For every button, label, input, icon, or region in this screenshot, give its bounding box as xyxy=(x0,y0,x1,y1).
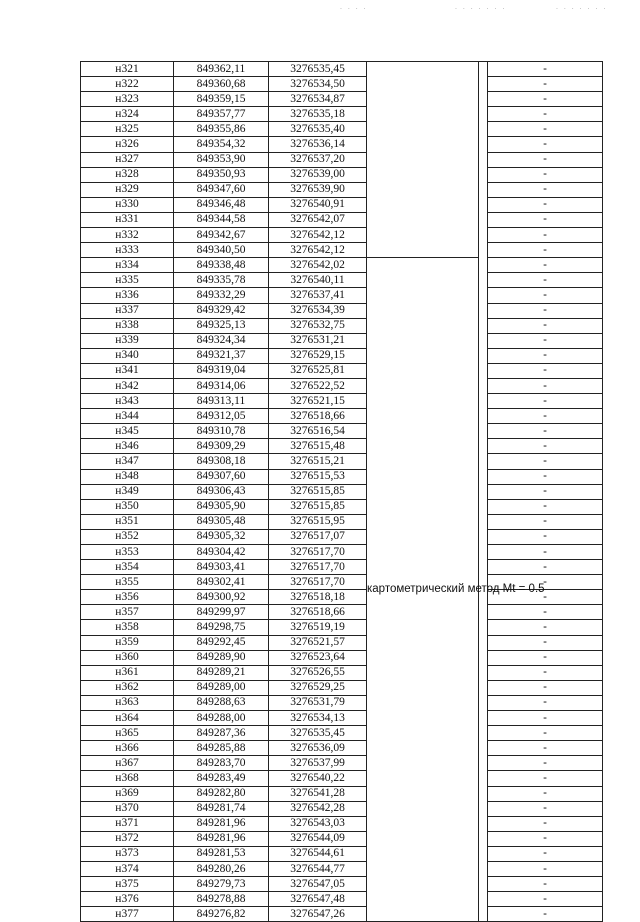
table-row xyxy=(81,318,603,333)
accuracy-cell: - xyxy=(488,545,603,560)
x-coordinate-cell: 849342,67 xyxy=(174,228,269,243)
y-coordinate-cell: 3276517,07 xyxy=(269,529,367,544)
y-coordinate-cell: 3276529,25 xyxy=(269,680,367,695)
y-coordinate-cell: 3276517,70 xyxy=(269,575,367,590)
accuracy-cell: - xyxy=(488,378,603,393)
accuracy-cell: - xyxy=(488,650,603,665)
x-coordinate-cell: 849305,90 xyxy=(174,499,269,514)
point-id-cell: н374 xyxy=(81,861,174,876)
point-id-cell: н334 xyxy=(81,258,174,273)
point-id-cell: н324 xyxy=(81,107,174,122)
scan-mark: . . . . . . . xyxy=(455,4,507,11)
y-coordinate-cell: 3276544,09 xyxy=(269,831,367,846)
point-id-cell: н355 xyxy=(81,575,174,590)
table-row xyxy=(81,545,603,560)
table-row xyxy=(81,786,603,801)
y-coordinate-cell: 3276521,15 xyxy=(269,394,367,409)
accuracy-cell: - xyxy=(488,560,603,575)
y-coordinate-cell: 3276522,52 xyxy=(269,378,367,393)
accuracy-cell: - xyxy=(488,499,603,514)
point-id-cell: н322 xyxy=(81,77,174,92)
table-row xyxy=(81,907,603,922)
y-coordinate-cell: 3276539,90 xyxy=(269,182,367,197)
accuracy-cell: - xyxy=(488,877,603,892)
x-coordinate-cell: 849319,04 xyxy=(174,363,269,378)
table-row xyxy=(81,439,603,454)
x-coordinate-cell: 849298,75 xyxy=(174,620,269,635)
table-row xyxy=(81,726,603,741)
x-coordinate-cell: 849338,48 xyxy=(174,258,269,273)
point-id-cell: н321 xyxy=(81,62,174,77)
accuracy-cell: - xyxy=(488,861,603,876)
y-coordinate-cell: 3276542,07 xyxy=(269,212,367,227)
x-coordinate-cell: 849300,92 xyxy=(174,590,269,605)
accuracy-cell: - xyxy=(488,107,603,122)
y-coordinate-cell: 3276515,53 xyxy=(269,469,367,484)
accuracy-cell: - xyxy=(488,394,603,409)
accuracy-cell: - xyxy=(488,303,603,318)
y-coordinate-cell: 3276521,57 xyxy=(269,635,367,650)
point-id-cell: н350 xyxy=(81,499,174,514)
x-coordinate-cell: 849357,77 xyxy=(174,107,269,122)
x-coordinate-cell: 849276,82 xyxy=(174,907,269,922)
point-id-cell: н335 xyxy=(81,273,174,288)
x-coordinate-cell: 849360,68 xyxy=(174,77,269,92)
table-row xyxy=(81,771,603,786)
x-coordinate-cell: 849308,18 xyxy=(174,454,269,469)
table-row xyxy=(81,605,603,620)
y-coordinate-cell: 3276542,12 xyxy=(269,228,367,243)
y-coordinate-cell: 3276515,48 xyxy=(269,439,367,454)
table-row xyxy=(81,816,603,831)
table-row xyxy=(81,288,603,303)
x-coordinate-cell: 849281,96 xyxy=(174,831,269,846)
x-coordinate-cell: 849304,42 xyxy=(174,545,269,560)
accuracy-cell: - xyxy=(488,243,603,258)
y-coordinate-cell: 3276534,39 xyxy=(269,303,367,318)
table-row xyxy=(81,258,603,273)
y-coordinate-cell: 3276540,11 xyxy=(269,273,367,288)
x-coordinate-cell: 849289,00 xyxy=(174,680,269,695)
accuracy-cell: - xyxy=(488,741,603,756)
table-row xyxy=(81,77,603,92)
x-coordinate-cell: 849302,41 xyxy=(174,575,269,590)
accuracy-cell: - xyxy=(488,318,603,333)
point-id-cell: н345 xyxy=(81,424,174,439)
x-coordinate-cell: 849309,29 xyxy=(174,439,269,454)
accuracy-cell: - xyxy=(488,212,603,227)
x-coordinate-cell: 849321,37 xyxy=(174,348,269,363)
y-coordinate-cell: 3276547,05 xyxy=(269,877,367,892)
x-coordinate-cell: 849279,73 xyxy=(174,877,269,892)
table-row xyxy=(81,454,603,469)
point-id-cell: н346 xyxy=(81,439,174,454)
accuracy-cell: - xyxy=(488,846,603,861)
point-id-cell: н372 xyxy=(81,831,174,846)
point-id-cell: н323 xyxy=(81,92,174,107)
accuracy-cell: - xyxy=(488,816,603,831)
point-id-cell: н340 xyxy=(81,348,174,363)
point-id-cell: н373 xyxy=(81,846,174,861)
point-id-cell: н370 xyxy=(81,801,174,816)
accuracy-cell: - xyxy=(488,167,603,182)
table-row xyxy=(81,635,603,650)
accuracy-cell: - xyxy=(488,288,603,303)
accuracy-cell: - xyxy=(488,363,603,378)
table-row xyxy=(81,363,603,378)
y-coordinate-cell: 3276534,13 xyxy=(269,711,367,726)
accuracy-cell: - xyxy=(488,439,603,454)
point-id-cell: н361 xyxy=(81,665,174,680)
y-coordinate-cell: 3276519,19 xyxy=(269,620,367,635)
accuracy-cell: - xyxy=(488,665,603,680)
y-coordinate-cell: 3276535,40 xyxy=(269,122,367,137)
table-row xyxy=(81,756,603,771)
x-coordinate-cell: 849289,90 xyxy=(174,650,269,665)
table-row xyxy=(81,228,603,243)
table-row xyxy=(81,197,603,212)
y-coordinate-cell: 3276544,77 xyxy=(269,861,367,876)
accuracy-cell: - xyxy=(488,620,603,635)
accuracy-cell: - xyxy=(488,469,603,484)
point-id-cell: н353 xyxy=(81,545,174,560)
point-id-cell: н351 xyxy=(81,514,174,529)
point-id-cell: н330 xyxy=(81,197,174,212)
accuracy-cell: - xyxy=(488,62,603,77)
y-coordinate-cell: 3276537,20 xyxy=(269,152,367,167)
x-coordinate-cell: 849307,60 xyxy=(174,469,269,484)
table-row xyxy=(81,394,603,409)
y-coordinate-cell: 3276534,87 xyxy=(269,92,367,107)
accuracy-cell: - xyxy=(488,348,603,363)
x-coordinate-cell: 849278,88 xyxy=(174,892,269,907)
table-row xyxy=(81,620,603,635)
x-coordinate-cell: 849359,15 xyxy=(174,92,269,107)
point-id-cell: н364 xyxy=(81,711,174,726)
point-id-cell: н325 xyxy=(81,122,174,137)
x-coordinate-cell: 849305,32 xyxy=(174,529,269,544)
point-id-cell: н332 xyxy=(81,228,174,243)
point-id-cell: н342 xyxy=(81,378,174,393)
accuracy-cell: - xyxy=(488,801,603,816)
accuracy-cell: - xyxy=(488,122,603,137)
x-coordinate-cell: 849350,93 xyxy=(174,167,269,182)
point-id-cell: н329 xyxy=(81,182,174,197)
x-coordinate-cell: 849299,97 xyxy=(174,605,269,620)
point-id-cell: н356 xyxy=(81,590,174,605)
point-id-cell: н328 xyxy=(81,167,174,182)
y-coordinate-cell: 3276517,70 xyxy=(269,545,367,560)
x-coordinate-cell: 849362,11 xyxy=(174,62,269,77)
y-coordinate-cell: 3276515,21 xyxy=(269,454,367,469)
point-id-cell: н349 xyxy=(81,484,174,499)
y-coordinate-cell: 3276542,12 xyxy=(269,243,367,258)
x-coordinate-cell: 849354,32 xyxy=(174,137,269,152)
accuracy-cell: - xyxy=(488,756,603,771)
x-coordinate-cell: 849312,05 xyxy=(174,409,269,424)
x-coordinate-cell: 849324,34 xyxy=(174,333,269,348)
table-row xyxy=(81,409,603,424)
accuracy-cell: - xyxy=(488,590,603,605)
point-id-cell: н344 xyxy=(81,409,174,424)
y-coordinate-cell: 3276547,48 xyxy=(269,892,367,907)
accuracy-cell: - xyxy=(488,695,603,710)
y-coordinate-cell: 3276536,14 xyxy=(269,137,367,152)
x-coordinate-cell: 849287,36 xyxy=(174,726,269,741)
point-id-cell: н365 xyxy=(81,726,174,741)
table-row xyxy=(81,695,603,710)
y-coordinate-cell: 3276532,75 xyxy=(269,318,367,333)
y-coordinate-cell: 3276515,85 xyxy=(269,484,367,499)
x-coordinate-cell: 849281,74 xyxy=(174,801,269,816)
accuracy-cell: - xyxy=(488,273,603,288)
y-coordinate-cell: 3276536,09 xyxy=(269,741,367,756)
table-row xyxy=(81,484,603,499)
point-id-cell: н357 xyxy=(81,605,174,620)
y-coordinate-cell: 3276537,99 xyxy=(269,756,367,771)
accuracy-cell: - xyxy=(488,333,603,348)
point-id-cell: н326 xyxy=(81,137,174,152)
x-coordinate-cell: 849288,63 xyxy=(174,695,269,710)
accuracy-cell: - xyxy=(488,605,603,620)
point-id-cell: н336 xyxy=(81,288,174,303)
table-row xyxy=(81,137,603,152)
point-id-cell: н366 xyxy=(81,741,174,756)
point-id-cell: н367 xyxy=(81,756,174,771)
table-row xyxy=(81,499,603,514)
point-id-cell: н369 xyxy=(81,786,174,801)
table-row xyxy=(81,273,603,288)
table-row xyxy=(81,167,603,182)
point-id-cell: н371 xyxy=(81,816,174,831)
y-coordinate-cell: 3276535,18 xyxy=(269,107,367,122)
y-coordinate-cell: 3276525,81 xyxy=(269,363,367,378)
x-coordinate-cell: 849306,43 xyxy=(174,484,269,499)
x-coordinate-cell: 849281,53 xyxy=(174,846,269,861)
point-id-cell: н358 xyxy=(81,620,174,635)
table-row xyxy=(81,152,603,167)
table-row xyxy=(81,469,603,484)
point-id-cell: н348 xyxy=(81,469,174,484)
y-coordinate-cell: 3276515,95 xyxy=(269,514,367,529)
table-row xyxy=(81,514,603,529)
table-row xyxy=(81,861,603,876)
y-coordinate-cell: 3276523,64 xyxy=(269,650,367,665)
x-coordinate-cell: 849313,11 xyxy=(174,394,269,409)
y-coordinate-cell: 3276535,45 xyxy=(269,726,367,741)
table-row xyxy=(81,892,603,907)
table-row xyxy=(81,846,603,861)
table-row xyxy=(81,303,603,318)
accuracy-cell: - xyxy=(488,786,603,801)
point-id-cell: н376 xyxy=(81,892,174,907)
x-coordinate-cell: 849289,21 xyxy=(174,665,269,680)
x-coordinate-cell: 849283,49 xyxy=(174,771,269,786)
accuracy-cell: - xyxy=(488,197,603,212)
y-coordinate-cell: 3276517,70 xyxy=(269,560,367,575)
point-id-cell: н354 xyxy=(81,560,174,575)
y-coordinate-cell: 3276526,55 xyxy=(269,665,367,680)
accuracy-cell: - xyxy=(488,228,603,243)
y-coordinate-cell: 3276529,15 xyxy=(269,348,367,363)
x-coordinate-cell: 849280,26 xyxy=(174,861,269,876)
accuracy-cell: - xyxy=(488,635,603,650)
accuracy-cell: - xyxy=(488,182,603,197)
table-row xyxy=(81,243,603,258)
point-id-cell: н331 xyxy=(81,212,174,227)
point-id-cell: н363 xyxy=(81,695,174,710)
point-id-cell: н362 xyxy=(81,680,174,695)
column-gap xyxy=(479,62,488,922)
accuracy-cell: - xyxy=(488,575,603,590)
y-coordinate-cell: 3276518,18 xyxy=(269,590,367,605)
coordinates-table-body xyxy=(81,62,603,922)
accuracy-cell: - xyxy=(488,680,603,695)
table-row xyxy=(81,107,603,122)
method-cell: картометрический метод Mt = 0.5 xyxy=(367,258,479,922)
x-coordinate-cell: 849332,29 xyxy=(174,288,269,303)
table-row xyxy=(81,877,603,892)
y-coordinate-cell: 3276547,26 xyxy=(269,907,367,922)
accuracy-cell: - xyxy=(488,529,603,544)
point-id-cell: н343 xyxy=(81,394,174,409)
y-coordinate-cell: 3276534,50 xyxy=(269,77,367,92)
point-id-cell: н338 xyxy=(81,318,174,333)
table-row xyxy=(81,378,603,393)
x-coordinate-cell: 849303,41 xyxy=(174,560,269,575)
point-id-cell: н352 xyxy=(81,529,174,544)
x-coordinate-cell: 849335,78 xyxy=(174,273,269,288)
coordinates-table xyxy=(80,61,603,922)
table-row xyxy=(81,212,603,227)
x-coordinate-cell: 849344,58 xyxy=(174,212,269,227)
y-coordinate-cell: 3276518,66 xyxy=(269,605,367,620)
y-coordinate-cell: 3276544,61 xyxy=(269,846,367,861)
table-row xyxy=(81,741,603,756)
y-coordinate-cell: 3276515,85 xyxy=(269,499,367,514)
point-id-cell: н327 xyxy=(81,152,174,167)
accuracy-cell: - xyxy=(488,907,603,922)
x-coordinate-cell: 849288,00 xyxy=(174,711,269,726)
accuracy-cell: - xyxy=(488,152,603,167)
table-row xyxy=(81,333,603,348)
x-coordinate-cell: 849329,42 xyxy=(174,303,269,318)
y-coordinate-cell: 3276542,02 xyxy=(269,258,367,273)
table-row xyxy=(81,62,603,77)
scan-mark: . . . . xyxy=(340,4,368,11)
point-id-cell: н339 xyxy=(81,333,174,348)
accuracy-cell: - xyxy=(488,77,603,92)
x-coordinate-cell: 849305,48 xyxy=(174,514,269,529)
y-coordinate-cell: 3276540,22 xyxy=(269,771,367,786)
point-id-cell: н360 xyxy=(81,650,174,665)
x-coordinate-cell: 849353,90 xyxy=(174,152,269,167)
x-coordinate-cell: 849340,50 xyxy=(174,243,269,258)
accuracy-cell: - xyxy=(488,258,603,273)
table-row xyxy=(81,680,603,695)
x-coordinate-cell: 849355,86 xyxy=(174,122,269,137)
y-coordinate-cell: 3276537,41 xyxy=(269,288,367,303)
y-coordinate-cell: 3276518,66 xyxy=(269,409,367,424)
table-row xyxy=(81,831,603,846)
y-coordinate-cell: 3276531,79 xyxy=(269,695,367,710)
y-coordinate-cell: 3276535,45 xyxy=(269,62,367,77)
table-row xyxy=(81,560,603,575)
y-coordinate-cell: 3276541,28 xyxy=(269,786,367,801)
accuracy-cell: - xyxy=(488,726,603,741)
accuracy-cell: - xyxy=(488,514,603,529)
point-id-cell: н368 xyxy=(81,771,174,786)
y-coordinate-cell: 3276539,00 xyxy=(269,167,367,182)
point-id-cell: н341 xyxy=(81,363,174,378)
accuracy-cell: - xyxy=(488,831,603,846)
accuracy-cell: - xyxy=(488,484,603,499)
y-coordinate-cell: 3276531,21 xyxy=(269,333,367,348)
accuracy-cell: - xyxy=(488,892,603,907)
y-coordinate-cell: 3276542,28 xyxy=(269,801,367,816)
accuracy-cell: - xyxy=(488,92,603,107)
y-coordinate-cell: 3276540,91 xyxy=(269,197,367,212)
x-coordinate-cell: 849347,60 xyxy=(174,182,269,197)
point-id-cell: н347 xyxy=(81,454,174,469)
accuracy-cell: - xyxy=(488,771,603,786)
accuracy-cell: - xyxy=(488,454,603,469)
x-coordinate-cell: 849314,06 xyxy=(174,378,269,393)
x-coordinate-cell: 849283,70 xyxy=(174,756,269,771)
y-coordinate-cell: 3276516,54 xyxy=(269,424,367,439)
accuracy-cell: - xyxy=(488,711,603,726)
table-row xyxy=(81,529,603,544)
y-coordinate-cell: 3276543,03 xyxy=(269,816,367,831)
table-row xyxy=(81,665,603,680)
x-coordinate-cell: 849281,96 xyxy=(174,816,269,831)
table-row xyxy=(81,801,603,816)
table-row xyxy=(81,348,603,363)
accuracy-cell: - xyxy=(488,409,603,424)
table-row xyxy=(81,424,603,439)
table-row xyxy=(81,92,603,107)
accuracy-cell: - xyxy=(488,137,603,152)
table-row xyxy=(81,650,603,665)
table-row xyxy=(81,122,603,137)
x-coordinate-cell: 849282,80 xyxy=(174,786,269,801)
x-coordinate-cell: 849325,13 xyxy=(174,318,269,333)
point-id-cell: н377 xyxy=(81,907,174,922)
point-id-cell: н359 xyxy=(81,635,174,650)
x-coordinate-cell: 849310,78 xyxy=(174,424,269,439)
x-coordinate-cell: 849285,88 xyxy=(174,741,269,756)
point-id-cell: н375 xyxy=(81,877,174,892)
x-coordinate-cell: 849292,45 xyxy=(174,635,269,650)
table-row xyxy=(81,182,603,197)
method-cell-empty xyxy=(367,62,479,258)
point-id-cell: н337 xyxy=(81,303,174,318)
table-row xyxy=(81,711,603,726)
scan-mark: . . . . . . . xyxy=(556,4,608,11)
x-coordinate-cell: 849346,48 xyxy=(174,197,269,212)
accuracy-cell: - xyxy=(488,424,603,439)
point-id-cell: н333 xyxy=(81,243,174,258)
